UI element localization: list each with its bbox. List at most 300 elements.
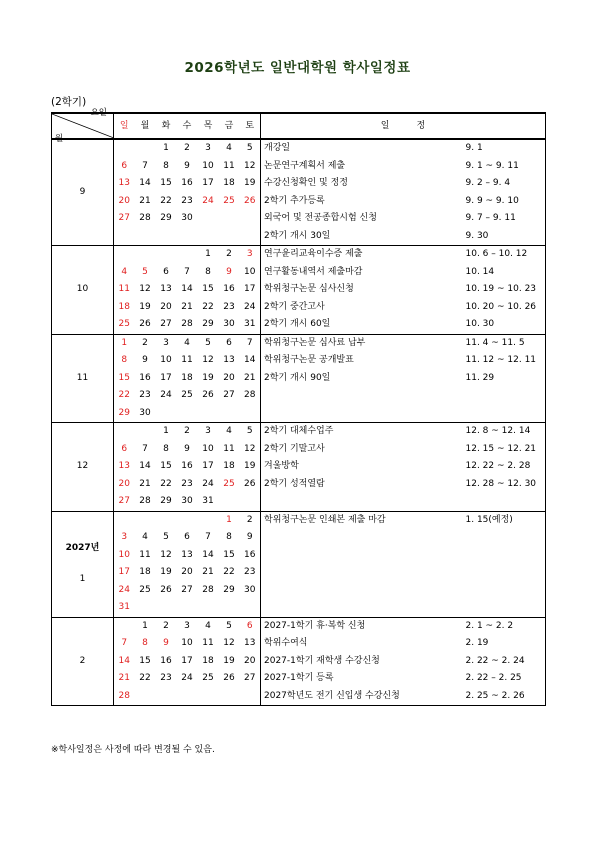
event-date (466, 529, 546, 547)
calendar-row (52, 175, 546, 193)
day-cell: 9 (226, 266, 232, 277)
day-cell: 11 (202, 638, 214, 648)
day-cell (135, 688, 156, 706)
calendar-row (52, 264, 546, 282)
month-cell (52, 139, 114, 246)
calendar-row (52, 441, 546, 459)
day-cell: 19 (160, 567, 172, 577)
day-cell: 14 (181, 284, 193, 294)
day-cell: 29 (223, 584, 235, 595)
day-cell: 29 (160, 496, 172, 506)
day-cell: 3 (198, 139, 219, 158)
day-cell: 12 (139, 284, 151, 294)
event-name: 2027-1학기 등록 (264, 673, 334, 683)
day-cell: 25 (118, 319, 130, 329)
day-cell: 7 (184, 266, 190, 277)
day-cell: 9 (184, 160, 190, 171)
event-date: 2. 1 ~ 2. 2 (466, 617, 546, 635)
event-name: 2학기 중간고사 (264, 301, 325, 312)
day-cell: 5 (142, 266, 148, 277)
day-cell: 8 (121, 355, 128, 365)
day-cell: 19 (202, 372, 214, 383)
weekday-wed: 수 (177, 113, 198, 139)
event-name: 연구활동내역서 제출마감 (264, 266, 363, 277)
day-cell: 23 (181, 478, 193, 489)
day-cell: 28 (202, 584, 214, 595)
day-cell (156, 246, 177, 264)
day-cell: 6 (184, 532, 190, 542)
day-cell: 26 (223, 673, 235, 683)
month-cell (52, 334, 114, 423)
day-cell: 2 (240, 511, 261, 529)
day-cell: 18 (181, 372, 193, 383)
day-cell: 3 (121, 532, 128, 542)
day-cell: 17 (240, 281, 261, 299)
calendar-row (52, 387, 546, 405)
day-cell (198, 405, 219, 423)
event-date (466, 564, 546, 582)
day-cell: 1 (156, 139, 177, 158)
header-row (52, 113, 546, 139)
day-cell: 26 (202, 390, 214, 400)
day-cell: 4 (121, 266, 128, 277)
event-name: 논문연구계획서 제출 (264, 160, 346, 171)
day-cell: 31 (202, 496, 214, 506)
day-cell: 23 (240, 564, 261, 582)
day-cell (240, 210, 261, 228)
page-title: 2026학년도 일반대학원 학사일정표 (184, 60, 411, 76)
calendar-row (52, 476, 546, 494)
day-cell: 27 (160, 319, 172, 329)
calendar-row (52, 405, 546, 423)
day-cell: 8 (142, 638, 148, 648)
day-cell (114, 228, 135, 246)
day-cell: 28 (114, 688, 135, 706)
event-name (261, 387, 466, 405)
calendar-row (52, 158, 546, 176)
day-cell: 31 (240, 316, 261, 334)
day-cell: 5 (163, 532, 169, 542)
day-cell: 10 (240, 264, 261, 282)
day-cell: 26 (139, 319, 151, 329)
day-cell: 24 (202, 195, 214, 206)
day-cell (198, 511, 219, 529)
event-date: 10. 14 (466, 264, 546, 282)
day-cell (198, 688, 219, 706)
event-date: 9. 1 (466, 139, 546, 158)
day-cell: 6 (219, 334, 240, 352)
day-cell: 4 (142, 532, 148, 542)
day-cell: 8 (226, 532, 232, 542)
calendar-body (52, 139, 546, 706)
day-cell: 12 (160, 549, 172, 560)
day-cell: 28 (181, 319, 193, 329)
event-name: 2027학년도 전기 신입생 수강신청 (261, 688, 466, 706)
day-cell: 13 (118, 461, 130, 471)
day-cell: 18 (118, 301, 130, 312)
day-cell: 27 (118, 496, 130, 506)
day-cell (219, 493, 240, 511)
calendar-row (52, 582, 546, 600)
day-cell: 24 (240, 299, 261, 317)
day-cell: 18 (139, 567, 151, 577)
month-label: 9 (79, 186, 86, 197)
event-date: 11. 29 (466, 370, 546, 388)
day-cell: 27 (181, 584, 193, 595)
day-cell (114, 139, 135, 158)
day-cell (114, 246, 135, 264)
day-cell: 20 (118, 195, 130, 206)
day-cell (135, 139, 156, 158)
schedule-table (51, 108, 546, 706)
day-cell: 19 (139, 301, 151, 312)
event-name: 학위청구논문 공개발표 (264, 355, 354, 365)
event-date (466, 493, 546, 511)
day-cell: 7 (205, 532, 211, 542)
day-cell: 1 (198, 246, 219, 264)
day-cell: 21 (181, 301, 193, 312)
event-date (466, 582, 546, 600)
day-cell: 22 (223, 567, 235, 577)
day-cell: 1 (156, 423, 177, 441)
schedule-header (261, 113, 546, 139)
day-cell: 3 (177, 617, 198, 635)
month-cell (52, 246, 114, 335)
day-cell: 13 (118, 178, 130, 188)
event-name: 학위수여식 (264, 638, 308, 648)
day-cell: 17 (160, 372, 172, 383)
day-cell: 10 (202, 160, 214, 171)
event-date: 10. 6 – 10. 12 (466, 246, 546, 264)
event-name: 2학기 개시 30일 (264, 230, 331, 241)
day-cell: 25 (181, 390, 193, 400)
day-cell: 20 (118, 478, 130, 489)
day-cell: 2 (156, 617, 177, 635)
calendar-row (52, 370, 546, 388)
weekday-fri: 금 (219, 113, 240, 139)
day-cell: 25 (202, 673, 214, 683)
event-date: 12. 22 ~ 2. 28 (466, 458, 546, 476)
day-cell: 9 (240, 529, 261, 547)
event-name: 2027-1학기 재학생 수강신청 (264, 655, 380, 666)
day-cell: 22 (139, 673, 151, 683)
day-cell: 16 (181, 178, 193, 188)
day-cell: 23 (160, 673, 172, 683)
day-cell: 5 (198, 334, 219, 352)
day-cell: 6 (121, 160, 128, 171)
day-cell (240, 493, 261, 511)
calendar-row (52, 547, 546, 565)
day-cell: 19 (223, 655, 235, 666)
day-cell: 5 (240, 423, 261, 441)
day-cell: 23 (223, 301, 235, 312)
day-cell (177, 688, 198, 706)
semester-label: (2학기) (51, 96, 87, 108)
weekday-thu: 목 (198, 113, 219, 139)
day-cell: 14 (139, 178, 151, 188)
calendar-row (52, 193, 546, 211)
day-cell: 4 (219, 139, 240, 158)
day-cell: 1 (114, 334, 135, 352)
schedule-header-char-2: 정 (416, 121, 426, 131)
day-cell: 13 (160, 284, 172, 294)
event-name: 2학기 성적열람 (264, 478, 325, 489)
weekday-sat: 토 (240, 113, 261, 139)
day-cell: 10 (202, 443, 214, 454)
event-date: 10. 19 ~ 10. 23 (466, 281, 546, 299)
calendar-row (52, 617, 546, 635)
event-name: 2학기 기말고사 (264, 443, 325, 454)
day-cell: 20 (240, 653, 261, 671)
event-name: 수강신청확인 및 정정 (264, 178, 348, 188)
event-name (261, 547, 466, 565)
calendar-row (52, 352, 546, 370)
day-cell: 2 (177, 423, 198, 441)
event-name: 2027-1학기 휴·복학 신청 (261, 617, 466, 635)
day-cell (156, 599, 177, 617)
month-label: 1 (79, 573, 86, 584)
day-cell: 9 (163, 638, 169, 648)
day-cell: 30 (181, 213, 193, 223)
day-cell (114, 511, 135, 529)
event-date: 9. 7 – 9. 11 (466, 210, 546, 228)
day-cell: 25 (223, 195, 235, 206)
day-cell (198, 599, 219, 617)
event-date: 10. 20 ~ 10. 26 (466, 299, 546, 317)
day-cell: 11 (118, 284, 130, 294)
day-cell: 23 (181, 195, 193, 206)
calendar-row (52, 564, 546, 582)
month-cell (52, 617, 114, 706)
calendar-row (52, 529, 546, 547)
month-cell (52, 423, 114, 512)
calendar-row (52, 511, 546, 529)
event-date: 2. 22 ~ 2. 24 (466, 653, 546, 671)
day-cell: 25 (223, 478, 235, 489)
day-cell (240, 228, 261, 246)
schedule-header-char-1: 일 (380, 121, 390, 131)
day-cell: 8 (163, 160, 169, 171)
event-name (261, 599, 466, 617)
day-cell: 26 (240, 193, 261, 211)
day-cell: 19 (240, 458, 261, 476)
weekday-tue: 화 (156, 113, 177, 139)
corner-weekday-label: 요일 (90, 108, 107, 118)
event-name: 2학기 추가등록 (264, 195, 325, 206)
day-cell: 12 (240, 158, 261, 176)
day-cell: 3 (198, 423, 219, 441)
day-cell: 16 (139, 372, 151, 383)
event-name: 학위청구논문 심사신청 (264, 284, 354, 294)
day-cell (219, 688, 240, 706)
event-name: 개강일 (261, 139, 466, 158)
calendar-row (52, 281, 546, 299)
day-cell: 16 (223, 284, 235, 294)
day-cell: 10 (181, 638, 193, 648)
day-cell: 7 (142, 160, 148, 171)
event-name (261, 405, 466, 423)
calendar-row (52, 423, 546, 441)
day-cell: 26 (160, 584, 172, 595)
day-cell: 30 (240, 582, 261, 600)
day-cell (240, 599, 261, 617)
event-date: 9. 30 (466, 228, 546, 246)
event-date: 9. 2 – 9. 4 (466, 175, 546, 193)
day-cell: 30 (139, 407, 151, 418)
day-cell (156, 511, 177, 529)
day-cell: 28 (139, 213, 151, 223)
day-cell: 8 (205, 266, 211, 277)
day-cell: 24 (202, 478, 214, 489)
day-cell: 7 (240, 334, 261, 352)
day-cell: 11 (223, 443, 235, 454)
day-cell: 27 (223, 390, 235, 400)
calendar-row (52, 139, 546, 158)
day-cell: 12 (240, 441, 261, 459)
event-date: 11. 12 ~ 12. 11 (466, 352, 546, 370)
day-cell: 24 (118, 584, 130, 595)
day-cell: 21 (118, 673, 130, 683)
day-cell (135, 246, 156, 264)
day-cell: 17 (181, 655, 193, 666)
calendar-row (52, 210, 546, 228)
event-date (466, 547, 546, 565)
event-name: 학위청구논문 인쇄본 제출 마감 (261, 511, 466, 529)
day-cell (114, 617, 135, 635)
month-cell (52, 511, 114, 617)
month-label: 11 (76, 372, 89, 383)
day-cell (219, 599, 240, 617)
day-cell: 4 (219, 423, 240, 441)
event-date: 11. 4 ~ 11. 5 (466, 334, 546, 352)
month-label: 2 (79, 655, 86, 666)
day-cell (135, 228, 156, 246)
day-cell: 13 (223, 355, 235, 365)
event-name: 2학기 개시 90일 (264, 372, 331, 383)
calendar-row (52, 670, 546, 688)
calendar-row (52, 635, 546, 653)
day-cell (177, 511, 198, 529)
day-cell: 8 (163, 443, 169, 454)
day-cell: 20 (160, 301, 172, 312)
day-cell: 16 (240, 547, 261, 565)
day-cell (240, 688, 261, 706)
day-cell (198, 210, 219, 228)
day-cell: 22 (118, 390, 130, 400)
weekday-sun: 일 (114, 113, 135, 139)
event-name (261, 582, 466, 600)
day-cell: 2 (135, 334, 156, 352)
day-cell: 7 (121, 638, 128, 648)
day-cell: 22 (202, 301, 214, 312)
event-date: 1. 15(예정) (466, 511, 546, 529)
corner-month-label: 월 (55, 134, 64, 144)
day-cell: 1 (135, 617, 156, 635)
month-label: 12 (76, 461, 89, 471)
calendar-row (52, 316, 546, 334)
day-cell: 12 (223, 638, 235, 648)
day-cell: 15 (139, 655, 151, 666)
day-cell: 11 (223, 160, 235, 171)
day-cell: 18 (202, 655, 214, 666)
calendar-row (52, 246, 546, 264)
calendar-row (52, 458, 546, 476)
day-cell (156, 405, 177, 423)
day-cell (135, 423, 156, 441)
day-cell: 25 (139, 584, 151, 595)
day-cell: 29 (118, 407, 130, 418)
event-name: 겨울방학 (264, 461, 299, 471)
day-cell: 1 (219, 511, 240, 529)
event-date: 2. 25 ~ 2. 26 (466, 688, 546, 706)
weekday-mon: 월 (135, 113, 156, 139)
event-name (261, 493, 466, 511)
event-date: 9. 1 ~ 9. 11 (466, 158, 546, 176)
day-cell: 29 (202, 319, 214, 329)
event-name (261, 529, 466, 547)
day-cell: 9 (184, 443, 190, 454)
day-cell (135, 511, 156, 529)
day-cell: 6 (240, 617, 261, 635)
day-cell: 15 (223, 549, 235, 560)
day-cell: 21 (139, 195, 151, 206)
day-cell: 15 (118, 372, 130, 383)
day-cell: 7 (142, 443, 148, 454)
day-cell: 31 (118, 602, 130, 612)
day-cell: 30 (223, 319, 235, 329)
event-date: 2. 19 (466, 635, 546, 653)
day-cell: 19 (240, 175, 261, 193)
day-cell: 10 (118, 549, 130, 560)
month-label: 10 (76, 284, 89, 294)
day-cell: 14 (139, 461, 151, 471)
day-cell: 15 (202, 284, 214, 294)
day-cell: 5 (240, 139, 261, 158)
day-cell: 16 (181, 461, 193, 471)
day-cell: 15 (160, 178, 172, 188)
day-cell: 16 (160, 655, 172, 666)
event-date: 12. 15 ~ 12. 21 (466, 441, 546, 459)
day-cell: 23 (139, 390, 151, 400)
day-cell: 20 (223, 372, 235, 383)
day-cell (114, 423, 135, 441)
event-date: 2. 22 – 2. 25 (466, 670, 546, 688)
day-cell: 28 (240, 387, 261, 405)
calendar-row (52, 688, 546, 706)
day-cell: 14 (118, 655, 130, 666)
day-cell: 20 (181, 567, 193, 577)
day-cell: 11 (181, 355, 193, 365)
calendar-row (52, 334, 546, 352)
day-cell: 17 (118, 567, 130, 577)
day-cell: 4 (198, 617, 219, 635)
day-cell: 30 (181, 496, 193, 506)
year-label: 2027년 (65, 543, 100, 553)
day-cell (177, 599, 198, 617)
day-cell (156, 688, 177, 706)
day-cell (177, 246, 198, 264)
day-cell: 2 (219, 246, 240, 264)
event-name (261, 564, 466, 582)
day-cell: 29 (160, 213, 172, 223)
day-cell: 21 (240, 370, 261, 388)
calendar-row (52, 299, 546, 317)
calendar-row (52, 599, 546, 617)
day-cell: 5 (219, 617, 240, 635)
event-date (466, 387, 546, 405)
day-cell (219, 210, 240, 228)
day-cell: 24 (160, 390, 172, 400)
